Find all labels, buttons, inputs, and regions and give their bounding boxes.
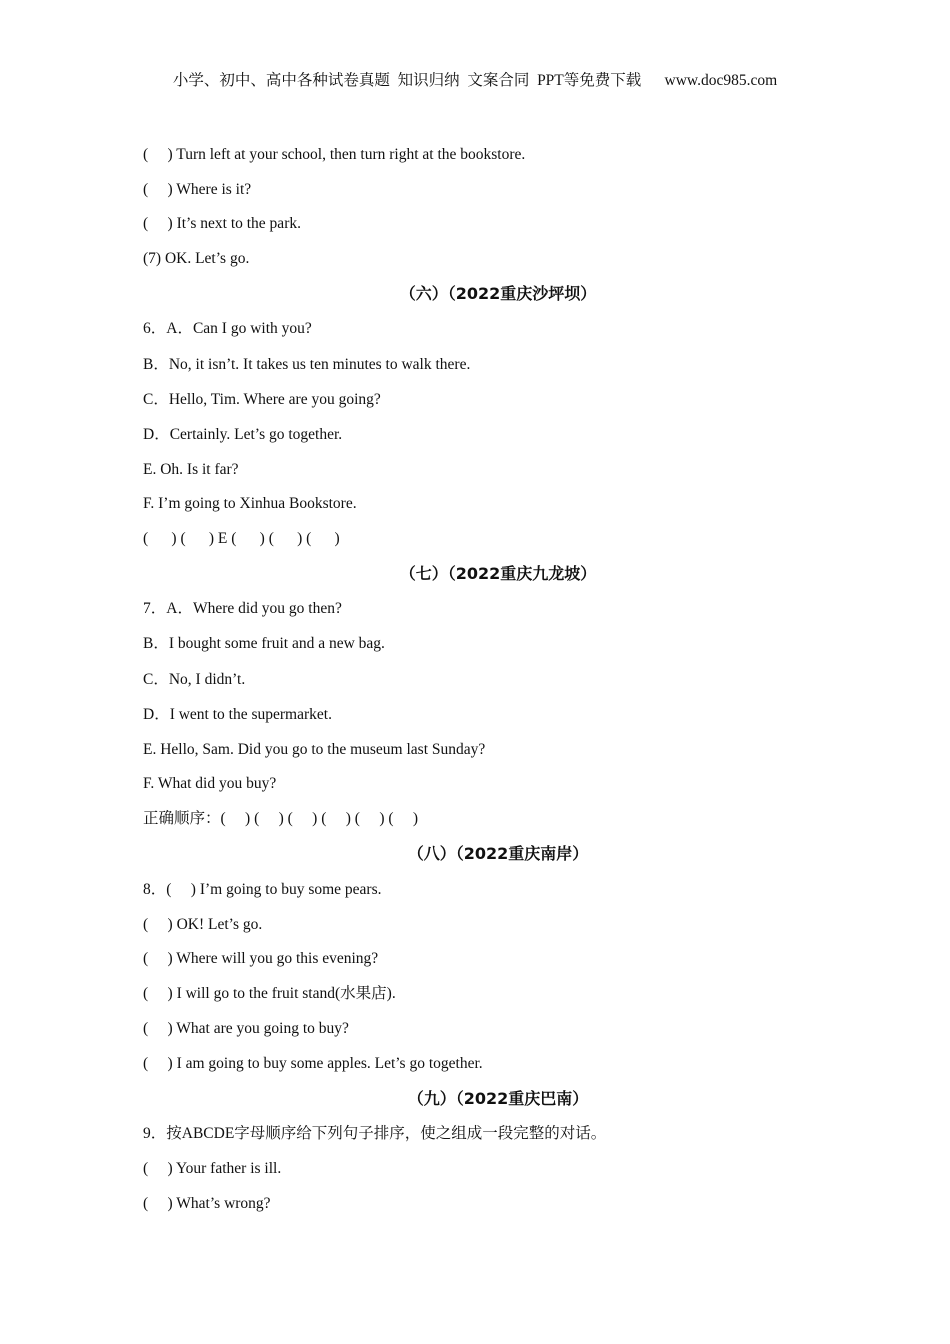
option-line: F. I’m going to Xinhua Bookstore. [143,495,357,512]
option-line: D．I went to the supermarket. [143,706,332,723]
question-line: 8．( ) I’m going to buy some pears. [143,881,382,898]
dialogue-line: ( ) Your father is ill. [143,1160,282,1177]
section-title: （八）（2022重庆南岸） [407,844,589,863]
question-line: 9．按ABCDE字母顺序给下列句子排序，使之组成一段完整的对话。 [143,1125,607,1142]
option-line: F. What did you buy? [143,775,277,792]
dialogue-line: ( ) It’s next to the park. [143,215,301,232]
option-line: D．Certainly. Let’s go together. [143,426,343,443]
section-title: （九）（2022重庆巴南） [407,1089,589,1108]
dialogue-line: ( ) I am going to buy some apples. Let’s go together. [143,1055,483,1072]
option-line: C．Hello, Tim. Where are you going? [143,391,381,408]
dialogue-line: ( ) OK! Let’s go. [143,916,263,933]
option-line: B．I bought some fruit and a new bag. [143,635,385,652]
answer-blanks: ( ) ( ) E ( ) ( ) ( ) [143,530,340,547]
option-line: E. Hello, Sam. Did you go to the museum last Sunday? [143,741,486,758]
dialogue-line: ( ) Where is it? [143,181,252,198]
dialogue-line: ( ) Where will you go this evening? [143,950,379,967]
section-title: （七）（2022重庆九龙坡） [399,564,597,583]
section-title: （六）（2022重庆沙坪坝） [399,284,597,303]
dialogue-line: ( ) I will go to the fruit stand(水果店). [143,985,396,1002]
dialogue-line: ( ) Turn left at your school, then turn right at the bookstore. [143,146,526,163]
dialogue-line: ( ) What’s wrong? [143,1195,271,1212]
question-line: 6．A．Can I go with you? [143,320,312,337]
question-line: 7．A．Where did you go then? [143,600,342,617]
option-line: B．No, it isn’t. It takes us ten minutes to walk there. [143,356,471,373]
option-line: C．No, I didn’t. [143,671,246,688]
option-line: E. Oh. Is it far? [143,461,239,478]
answer-blanks: 正确顺序：( ) ( ) ( ) ( ) ( ) ( ) [143,810,419,827]
dialogue-line: (7) OK. Let’s go. [143,250,250,267]
dialogue-line: ( ) What are you going to buy? [143,1020,349,1037]
page-header: 小学、初中、高中各种试卷真题 知识归纳 文案合同 PPT等免费下载 www.doc985.com [172,72,778,89]
